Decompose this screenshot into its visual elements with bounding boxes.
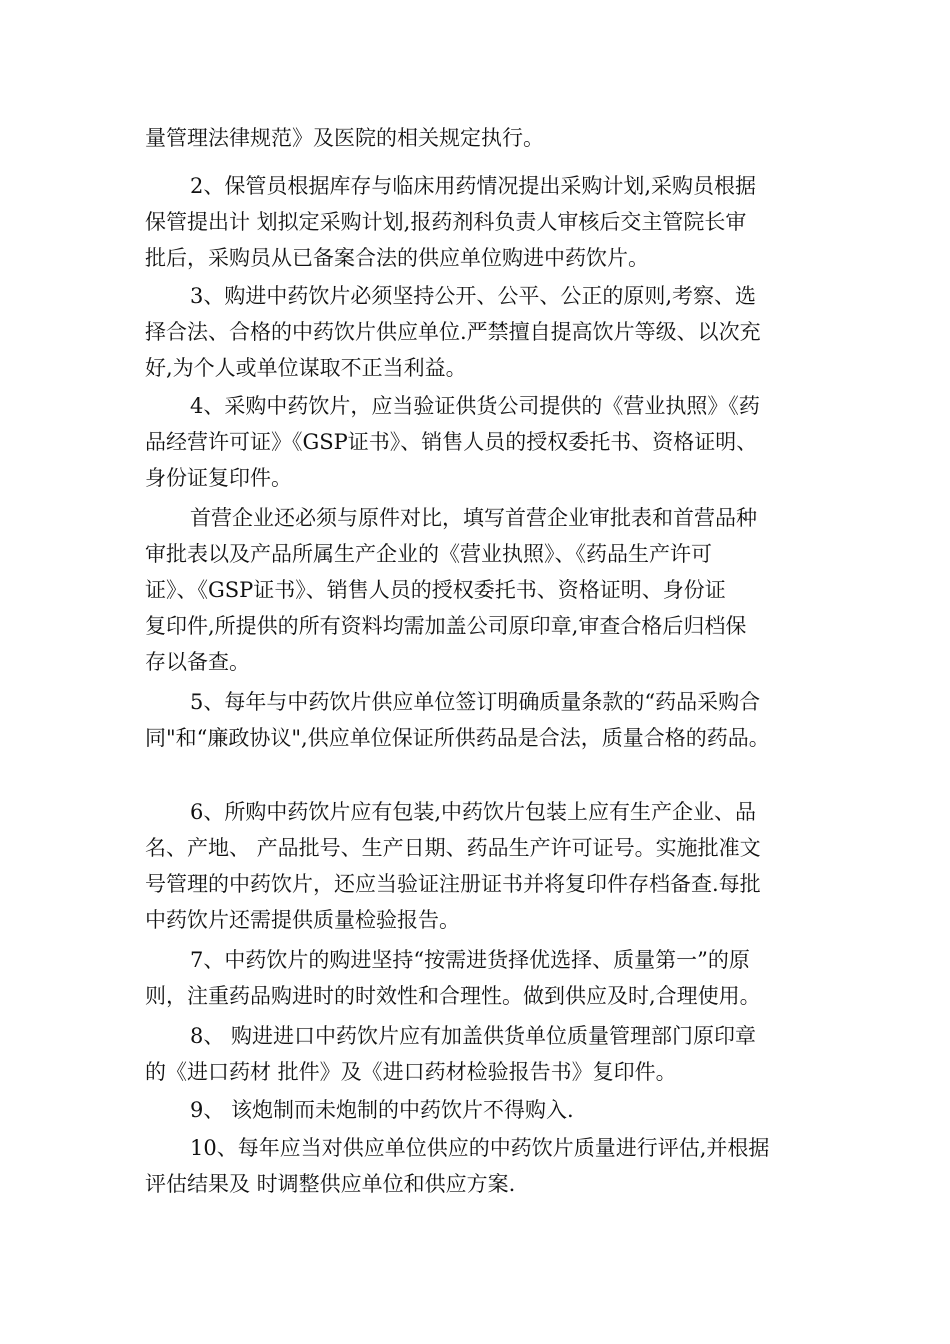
text-line: 9、 该炮制而未炮制的中药饮片不得购入. (190, 1098, 574, 1122)
text-line: 7、中药饮片的购进坚持“按需进货择优选择、质量第一”的原 (190, 948, 750, 972)
text-line: 身份证复印件。 (145, 466, 292, 490)
text-line: 评估结果及 时调整供应单位和供应方案. (145, 1172, 516, 1196)
text-line: 复印件,所提供的所有资料均需加盖公司原印章,审查合格后归档保 (145, 614, 747, 638)
text-line: 存以备查。 (145, 650, 250, 674)
text-line: 品经营许可证》《GSP证书》、销售人员的授权委托书、资格证明、 (145, 430, 758, 454)
text-line: 审批表以及产品所属生产企业的《营业执照》、《药品生产许可 (145, 542, 712, 566)
text-line: 4、采购中药饮片，应当验证供货公司提供的《营业执照》《药 (190, 394, 760, 418)
text-line: 批后，采购员从已备案合法的供应单位购进中药饮片。 (145, 246, 649, 270)
text-line: 则，注重药品购进时的时效性和合理性。做到供应及时,合理使用。 (145, 984, 761, 1008)
text-line: 择合法、合格的中药饮片供应单位.严禁擅自提高饮片等级、以次充 (145, 320, 761, 344)
text-line: 好,为个人或单位谋取不正当利益。 (145, 356, 467, 380)
text-line: 3、购进中药饮片必须坚持公开、公平、公正的原则,考察、选 (190, 284, 757, 308)
text-line: 证》、《GSP证书》、销售人员的授权委托书、资格证明、身份证 (145, 578, 726, 602)
text-line: 中药饮片还需提供质量检验报告。 (145, 908, 460, 932)
text-line: 保管提出计 划拟定采购计划,报药剂科负责人审核后交主管院长审 (145, 210, 747, 234)
text-line: 量管理法律规范》及医院的相关规定执行。 (145, 126, 544, 150)
text-line: 6、所购中药饮片应有包装,中药饮片包装上应有生产企业、品 (190, 800, 757, 824)
text-line: 名、产地、 产品批号、生产日期、药品生产许可证号。实施批准文 (145, 836, 761, 860)
text-line: 号管理的中药饮片，还应当验证注册证书并将复印件存档备查.每批 (145, 872, 761, 896)
text-line: 的《进口药材 批件》及《进口药材检验报告书》复印件。 (145, 1060, 677, 1084)
text-line: 首营企业还必须与原件对比，填写首营企业审批表和首营品种 (190, 506, 757, 530)
text-line: 5、每年与中药饮片供应单位签订明确质量条款的“药品采购合 (190, 690, 761, 714)
text-line: 2、保管员根据库存与临床用药情况提出采购计划,采购员根据 (190, 174, 757, 198)
text-line: 8、 购进进口中药饮片应有加盖供货单位质量管理部门原印章 (190, 1024, 757, 1048)
text-line: 同"和“廉政协议",供应单位保证所供药品是合法，质量合格的药品。 (145, 726, 770, 750)
text-line: 10、每年应当对供应单位供应的中药饮片质量进行评估,并根据 (190, 1136, 770, 1160)
